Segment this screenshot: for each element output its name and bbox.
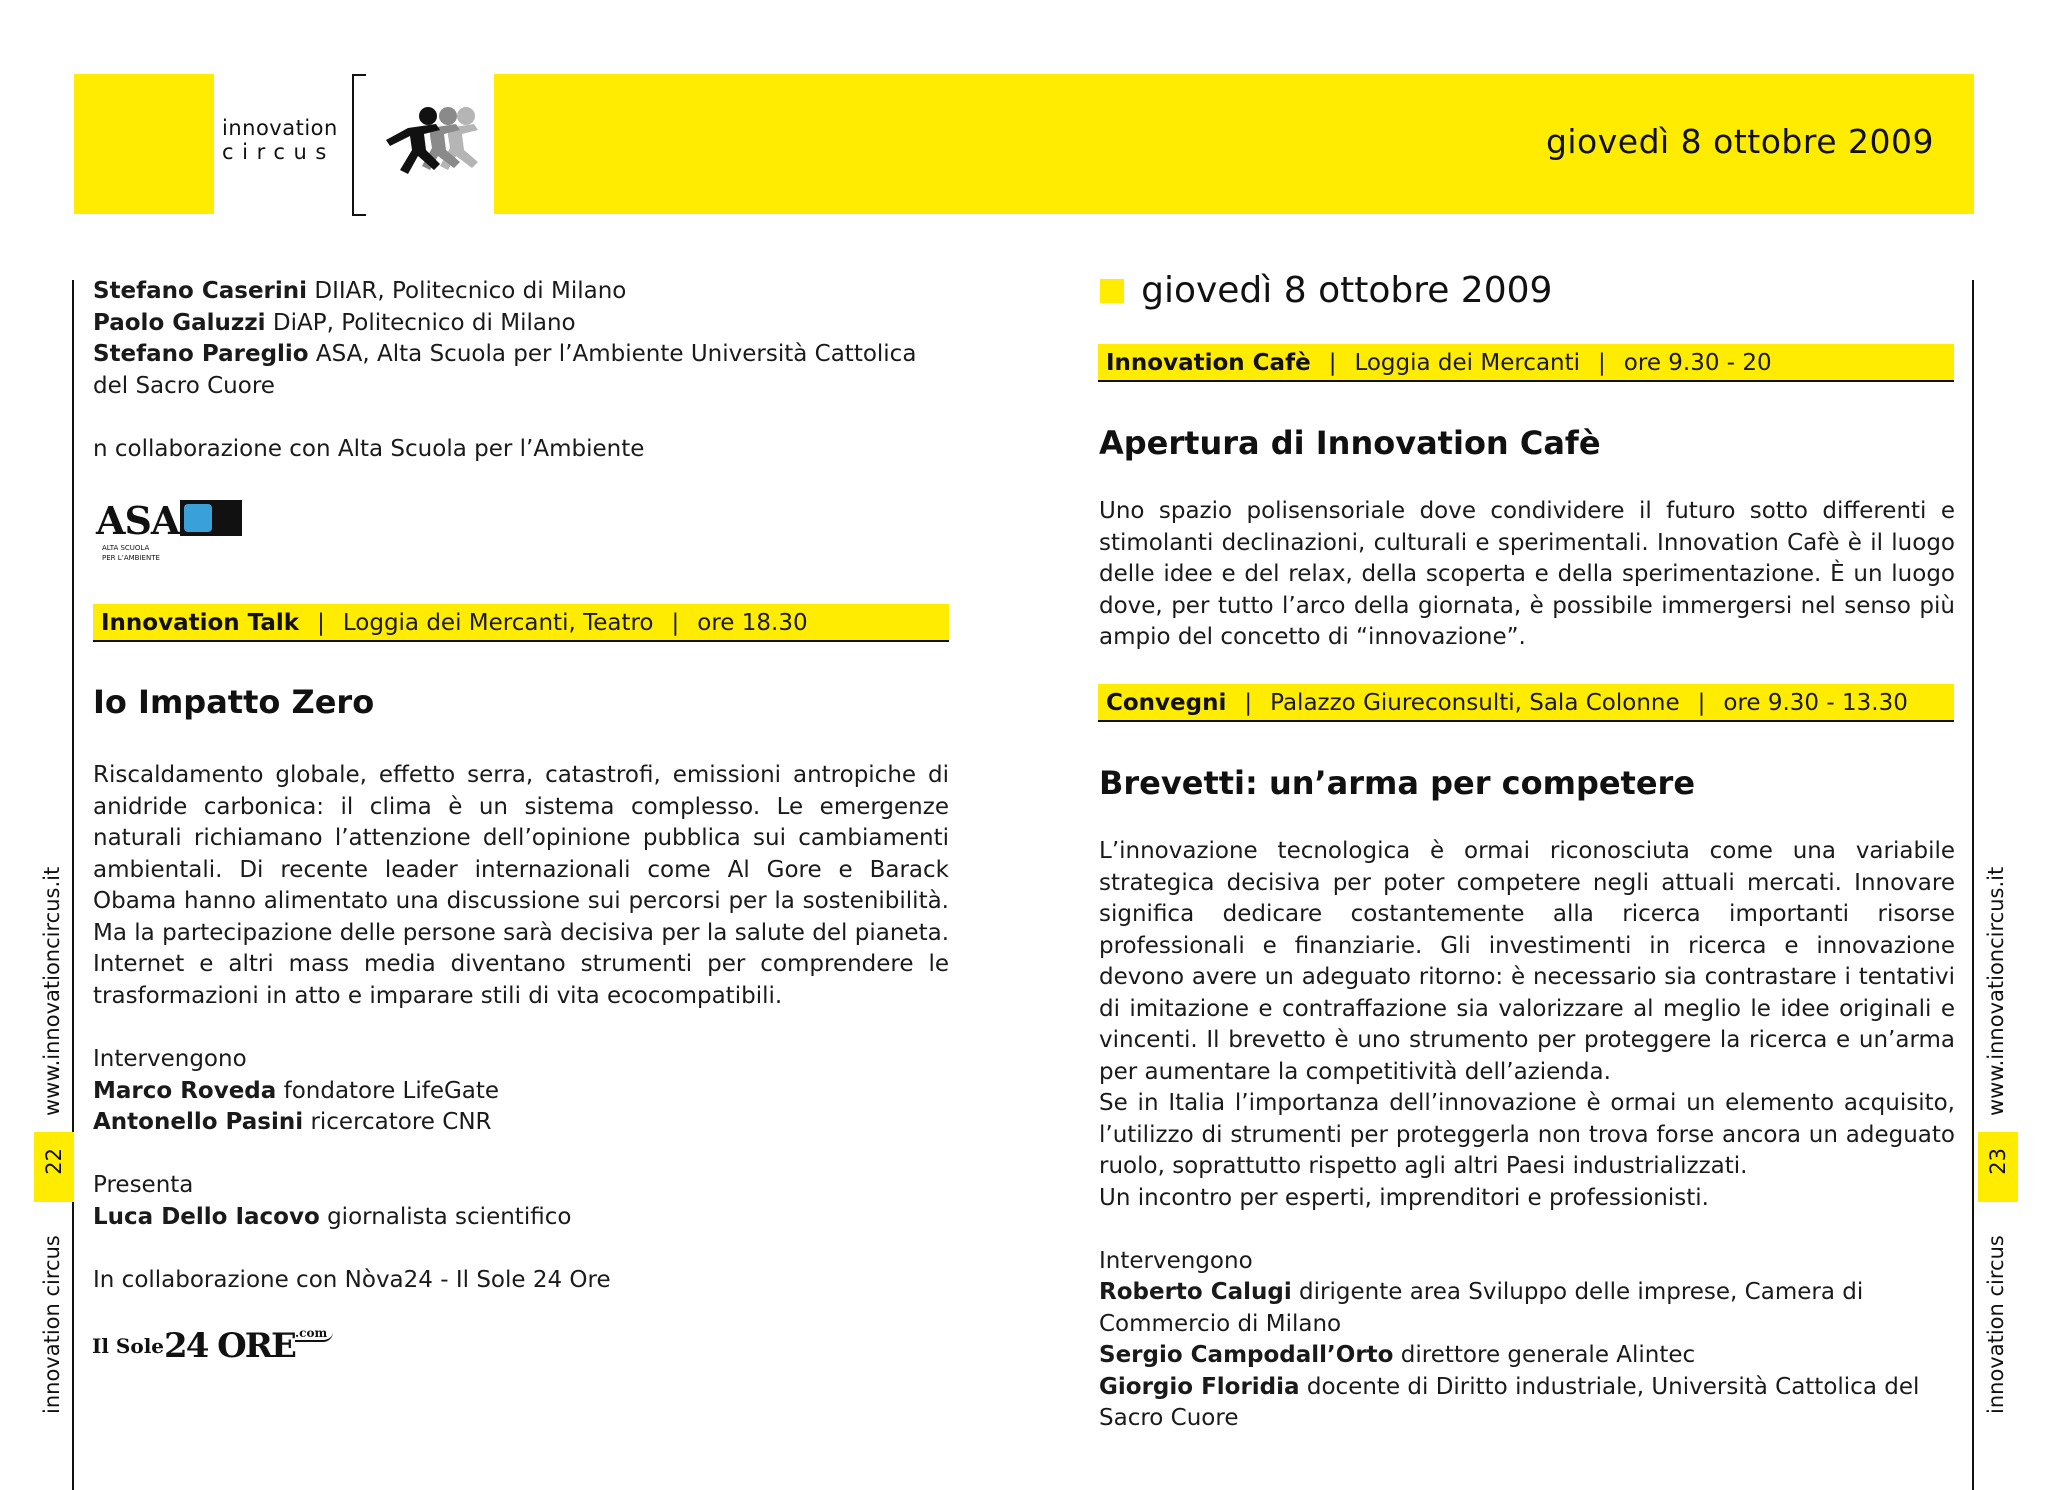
header-yellow-block-left xyxy=(74,74,214,214)
asa-logo-sub1: ALTA SCUOLA xyxy=(102,544,150,552)
page-number-right: 23 xyxy=(1986,1148,2010,1175)
left-column-rule xyxy=(72,280,74,1490)
speaker-line: Marco Roveda fondatore LifeGate xyxy=(93,1077,500,1104)
speaker-line: Stefano Pareglio ASA, Alta Scuola per l’Ambiente Università Cattolica del Sacro Cuore xyxy=(93,341,917,399)
side-url-left: www.innovationcircus.it xyxy=(40,866,64,1116)
left-speakers-block xyxy=(93,276,949,402)
speaker-line: Sergio Campodall’Orto direttore generale Alintec xyxy=(1099,1342,1696,1368)
speaker-line: Roberto Calugi dirigente area Sviluppo delle imprese, Camera di Commercio di Milano xyxy=(1099,1279,1864,1337)
side-brand-left: innovation circus xyxy=(40,1235,64,1414)
logo-text-innovation: innovation xyxy=(222,116,338,140)
right-date-heading: giovedì 8 ottobre 2009 xyxy=(1100,270,1552,311)
event-body-left: Riscaldamento globale, effetto serra, catastrofi, emissioni antropiche di anidride carbonica: il clima è un sistema complesso. Le emergenze naturali richiamano l’attenzione dell’opinione pubblica sui cambiamenti ambientali. Di recente leader internazionali come Al Gore e Barack Obama hanno alimentato una discussione sui percorsi per la sostenibilità. Ma la partecipazione delle persone sarà decisiva per la salute del pianeta. Internet e altri mass media diventano strumenti per comprendere le trasformazioni in atto e imparare stili di vita ecocompatibili. xyxy=(93,762,949,1009)
event-body-brevetti: L’innovazione tecnologica è ormai riconosciuta come una variabile strategica decisiva per poter competere negli attuali mercati. Innovare significa dedicare costantemente alla ricerca importanti risorse professionali e finanziarie. Gli investimenti in ricerca e innovazione devono avere un adeguato ritorno: è necessario sia contrastare i tentativi di imitazione e contraffazione sia valorizzare al meglio le idee originali e vincenti. Il brevetto è uno strumento per proteggere la ricerca e un’arma per aumentare la competitività dell’azienda. Se in Italia l’importanza dell’innovazione è ormai un elemento acquisito, l’utilizzo di strumenti per proteggerla non trova forse ancora un adeguato ruolo, soprattutto rispetto agli altri Paesi industrializzati. Un incontro per esperti, imprenditori e professionisti. Intervengono Roberto Calugi dirigente area Sviluppo delle imprese, Camera di Commercio di Milano Sergio Campodall’Orto direttore generale Alintec Giorgio Floridia docente di Diritto industriale, Università Cattolica del Sacro Cuore xyxy=(1099,836,1955,1435)
collab-note-2: In collaborazione con Nòva24 - Il Sole 24 Ore xyxy=(93,1266,611,1293)
intervengono-label: Intervengono xyxy=(93,1046,247,1072)
side-url-right: www.innovationcircus.it xyxy=(1984,866,2008,1116)
page-number-left: 22 xyxy=(42,1148,66,1175)
logo-text-circus: circus xyxy=(222,140,335,164)
asa-logo-sub2: PER L’AMBIENTE xyxy=(102,554,160,562)
asa-logo-emblem xyxy=(180,500,242,536)
event-body-cafe: Uno spazio polisensoriale dove condividere il futuro sotto differenti e stimolanti declinazioni, culturali e sperimentali. Innovation Cafè è il luogo delle idee e del relax, della scoperta e della sperimentazione. È un luogo dove, per tutto l’arco della giornata, è possibile immergersi nel senso più ampio del concetto di “innovazione”. xyxy=(1099,498,1955,650)
running-figures-icon xyxy=(378,104,488,184)
event-bar-innovation-talk: Innovation Talk | Loggia dei Mercanti, Teatro | ore 18.30 xyxy=(93,604,949,642)
event-bar-convegni: Convegni | Palazzo Giureconsulti, Sala Colonne | ore 9.30 - 13.30 xyxy=(1098,684,1954,722)
event-bar-innovation-cafe: Innovation Cafè | Loggia dei Mercanti | ore 9.30 - 20 xyxy=(1098,344,1954,382)
speaker-line: Luca Dello Iacovo giornalista scientifico xyxy=(93,1203,572,1230)
right-column-rule xyxy=(1972,280,1974,1490)
header-yellow-band xyxy=(494,74,1974,214)
asa-logo-text: ASA xyxy=(96,498,180,543)
intervengono-label: Intervengono xyxy=(1099,1247,1253,1274)
header-date: giovedì 8 ottobre 2009 xyxy=(1545,122,1934,161)
speaker-line: Antonello Pasini ricercatore CNR xyxy=(93,1109,492,1135)
event-title-cafe: Apertura di Innovation Cafè xyxy=(1099,424,1601,462)
event-title-brevetti: Brevetti: un’arma per competere xyxy=(1099,764,1696,802)
yellow-square-icon xyxy=(1100,279,1124,303)
left-collab-note: n collaborazione con Alta Scuola per l’Ambiente xyxy=(93,436,645,462)
logo-bracket xyxy=(352,74,366,216)
left-speakers-bottom xyxy=(93,1044,949,1296)
sole24ore-logo: Il Sole24 $ORE^{.com}$ xyxy=(92,1326,333,1366)
page-number-box-left xyxy=(34,1132,74,1202)
speaker-line: Giorgio Floridia docente di Diritto industriale, Università Cattolica del Sacro Cuore xyxy=(1099,1373,1920,1431)
speaker-line: Stefano Caserini DIIAR, Politecnico di Milano xyxy=(93,278,627,304)
asa-logo xyxy=(96,498,246,568)
event-title-left: Io Impatto Zero xyxy=(93,683,375,721)
page-number-box-right xyxy=(1978,1132,2018,1202)
presenta-label: Presenta xyxy=(93,1172,194,1198)
side-brand-right: innovation circus xyxy=(1984,1235,2008,1414)
speaker-line: Paolo Galuzzi DiAP, Politecnico di Milano xyxy=(93,309,576,336)
